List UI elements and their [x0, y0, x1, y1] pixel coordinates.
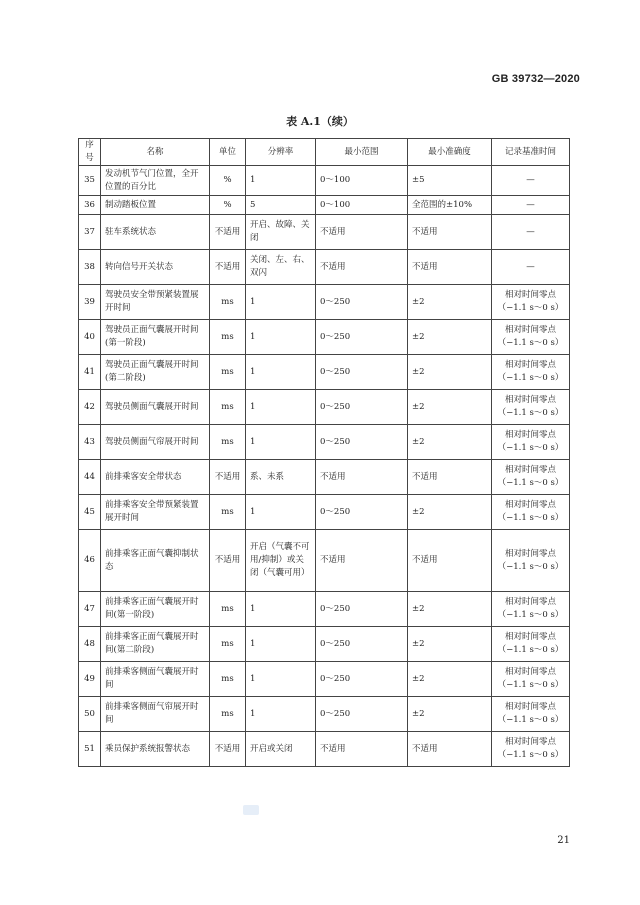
cell-resolution: 开启或关闭: [246, 732, 316, 767]
cell-min-range: 不适用: [316, 250, 408, 285]
cell-resolution: 系、未系: [246, 460, 316, 495]
cell-resolution: 开启、故障、关闭: [246, 215, 316, 250]
cell-min-accuracy: 不适用: [408, 215, 492, 250]
cell-no: 49: [79, 662, 101, 697]
cell-min-accuracy: ±2: [408, 662, 492, 697]
cell-unit: 不适用: [210, 732, 246, 767]
table-row: [79, 732, 570, 767]
cell-no: 35: [79, 166, 101, 196]
cell-ref-time: —: [492, 166, 570, 196]
cell-ref-time: 相对时间零点（−1.1 s～0 s）: [492, 732, 570, 767]
table-row: [79, 495, 570, 530]
table-row: [79, 285, 570, 320]
cell-no: 39: [79, 285, 101, 320]
cell-no: 44: [79, 460, 101, 495]
cell-ref-time: 相对时间零点（−1.1 s～0 s）: [492, 390, 570, 425]
cell-name: 前排乘客侧面气帘展开时间: [101, 697, 210, 732]
cell-min-accuracy: ±2: [408, 285, 492, 320]
cell-ref-time: 相对时间零点（−1.1 s～0 s）: [492, 592, 570, 627]
cell-min-range: 0～250: [316, 285, 408, 320]
table-row: [79, 215, 570, 250]
scan-mark: [243, 805, 259, 815]
cell-min-range: 0～250: [316, 662, 408, 697]
table-row: [79, 592, 570, 627]
cell-min-range: 不适用: [316, 732, 408, 767]
table-row: [79, 460, 570, 495]
cell-name: 驾驶员正面气囊展开时间(第二阶段): [101, 355, 210, 390]
cell-unit: ms: [210, 495, 246, 530]
cell-no: 41: [79, 355, 101, 390]
cell-ref-time: —: [492, 196, 570, 215]
cell-unit: ms: [210, 320, 246, 355]
table-header-row: [79, 139, 570, 166]
cell-min-range: 不适用: [316, 460, 408, 495]
cell-name: 驾驶员安全带预紧装置展开时间: [101, 285, 210, 320]
cell-resolution: 1: [246, 355, 316, 390]
cell-min-accuracy: ±2: [408, 320, 492, 355]
cell-name: 前排乘客侧面气囊展开时间: [101, 662, 210, 697]
cell-ref-time: 相对时间零点（−1.1 s～0 s）: [492, 662, 570, 697]
cell-unit: 不适用: [210, 460, 246, 495]
cell-min-accuracy: 不适用: [408, 250, 492, 285]
cell-ref-time: 相对时间零点（−1.1 s～0 s）: [492, 285, 570, 320]
cell-ref-time: 相对时间零点（−1.1 s～0 s）: [492, 697, 570, 732]
cell-min-accuracy: 不适用: [408, 732, 492, 767]
cell-name: 前排乘客正面气囊展开时间(第二阶段): [101, 627, 210, 662]
cell-min-accuracy: 全范围的±10%: [408, 196, 492, 215]
cell-resolution: 5: [246, 196, 316, 215]
cell-name: 驻车系统状态: [101, 215, 210, 250]
cell-min-range: 不适用: [316, 530, 408, 592]
table-row: [79, 530, 570, 592]
cell-ref-time: —: [492, 215, 570, 250]
cell-min-range: 0～100: [316, 166, 408, 196]
cell-no: 48: [79, 627, 101, 662]
cell-unit: ms: [210, 285, 246, 320]
cell-no: 46: [79, 530, 101, 592]
cell-ref-time: 相对时间零点（−1.1 s～0 s）: [492, 460, 570, 495]
cell-resolution: 1: [246, 390, 316, 425]
table-row: [79, 627, 570, 662]
table-row: [79, 425, 570, 460]
cell-name: 前排乘客安全带预紧装置展开时间: [101, 495, 210, 530]
cell-no: 51: [79, 732, 101, 767]
cell-min-accuracy: ±2: [408, 495, 492, 530]
standard-code: GB 39732—2020: [491, 73, 580, 85]
column-header: 记录基准时间: [492, 139, 570, 166]
cell-resolution: 1: [246, 662, 316, 697]
cell-unit: ms: [210, 697, 246, 732]
cell-resolution: 1: [246, 592, 316, 627]
column-header: 单位: [210, 139, 246, 166]
cell-name: 制动踏板位置: [101, 196, 210, 215]
column-header: 分辨率: [246, 139, 316, 166]
table-row: [79, 250, 570, 285]
column-header: 名称: [101, 139, 210, 166]
cell-name: 前排乘客安全带状态: [101, 460, 210, 495]
cell-min-accuracy: ±2: [408, 355, 492, 390]
cell-min-range: 0～250: [316, 592, 408, 627]
cell-name: 驾驶员侧面气帘展开时间: [101, 425, 210, 460]
cell-name: 发动机节气门位置，全开位置的百分比: [101, 166, 210, 196]
cell-name: 前排乘客正面气囊展开时间(第一阶段): [101, 592, 210, 627]
cell-no: 43: [79, 425, 101, 460]
table-row: [79, 166, 570, 196]
cell-min-accuracy: ±5: [408, 166, 492, 196]
cell-unit: ms: [210, 425, 246, 460]
cell-min-range: 不适用: [316, 215, 408, 250]
cell-resolution: 1: [246, 166, 316, 196]
cell-resolution: 1: [246, 425, 316, 460]
cell-name: 前排乘客正面气囊抑制状态: [101, 530, 210, 592]
cell-name: 驾驶员侧面气囊展开时间: [101, 390, 210, 425]
cell-no: 38: [79, 250, 101, 285]
cell-unit: ms: [210, 390, 246, 425]
data-table: [78, 138, 570, 767]
table-row: [79, 662, 570, 697]
cell-unit: ms: [210, 662, 246, 697]
cell-no: 45: [79, 495, 101, 530]
page-number: 21: [557, 835, 570, 846]
cell-ref-time: 相对时间零点（−1.1 s～0 s）: [492, 495, 570, 530]
cell-resolution: 关闭、左、右、双闪: [246, 250, 316, 285]
cell-resolution: 开启（气囊不可用/抑制）或关闭（气囊可用）: [246, 530, 316, 592]
cell-ref-time: —: [492, 250, 570, 285]
cell-unit: ms: [210, 592, 246, 627]
cell-min-range: 0～250: [316, 355, 408, 390]
column-header: 最小准确度: [408, 139, 492, 166]
cell-min-accuracy: 不适用: [408, 530, 492, 592]
table-row: [79, 196, 570, 215]
cell-unit: %: [210, 166, 246, 196]
cell-min-range: 0～100: [316, 196, 408, 215]
cell-ref-time: 相对时间零点（−1.1 s～0 s）: [492, 627, 570, 662]
cell-name: 驾驶员正面气囊展开时间(第一阶段): [101, 320, 210, 355]
cell-min-range: 0～250: [316, 495, 408, 530]
cell-min-range: 0～250: [316, 320, 408, 355]
table-row: [79, 320, 570, 355]
cell-min-range: 0～250: [316, 627, 408, 662]
cell-ref-time: 相对时间零点（−1.1 s～0 s）: [492, 355, 570, 390]
column-header: 序号: [79, 139, 101, 166]
cell-unit: %: [210, 196, 246, 215]
cell-no: 47: [79, 592, 101, 627]
cell-min-accuracy: ±2: [408, 425, 492, 460]
cell-ref-time: 相对时间零点（−1.1 s～0 s）: [492, 425, 570, 460]
cell-no: 42: [79, 390, 101, 425]
cell-min-accuracy: ±2: [408, 592, 492, 627]
cell-no: 36: [79, 196, 101, 215]
cell-resolution: 1: [246, 495, 316, 530]
cell-unit: ms: [210, 355, 246, 390]
table-row: [79, 390, 570, 425]
cell-name: 转向信号开关状态: [101, 250, 210, 285]
cell-min-accuracy: ±2: [408, 697, 492, 732]
cell-name: 乘员保护系统报警状态: [101, 732, 210, 767]
cell-min-range: 0～250: [316, 390, 408, 425]
cell-no: 40: [79, 320, 101, 355]
cell-min-range: 0～250: [316, 697, 408, 732]
cell-resolution: 1: [246, 285, 316, 320]
cell-min-accuracy: 不适用: [408, 460, 492, 495]
cell-unit: ms: [210, 627, 246, 662]
table-row: [79, 355, 570, 390]
table-row: [79, 697, 570, 732]
cell-min-range: 0～250: [316, 425, 408, 460]
cell-no: 37: [79, 215, 101, 250]
cell-resolution: 1: [246, 697, 316, 732]
cell-min-accuracy: ±2: [408, 627, 492, 662]
cell-ref-time: 相对时间零点（−1.1 s～0 s）: [492, 530, 570, 592]
column-header: 最小范围: [316, 139, 408, 166]
table-title: 表 A.1（续）: [286, 115, 354, 128]
cell-unit: 不适用: [210, 215, 246, 250]
cell-ref-time: 相对时间零点（−1.1 s～0 s）: [492, 320, 570, 355]
cell-resolution: 1: [246, 320, 316, 355]
cell-unit: 不适用: [210, 530, 246, 592]
cell-min-accuracy: ±2: [408, 390, 492, 425]
cell-unit: 不适用: [210, 250, 246, 285]
cell-no: 50: [79, 697, 101, 732]
cell-resolution: 1: [246, 627, 316, 662]
